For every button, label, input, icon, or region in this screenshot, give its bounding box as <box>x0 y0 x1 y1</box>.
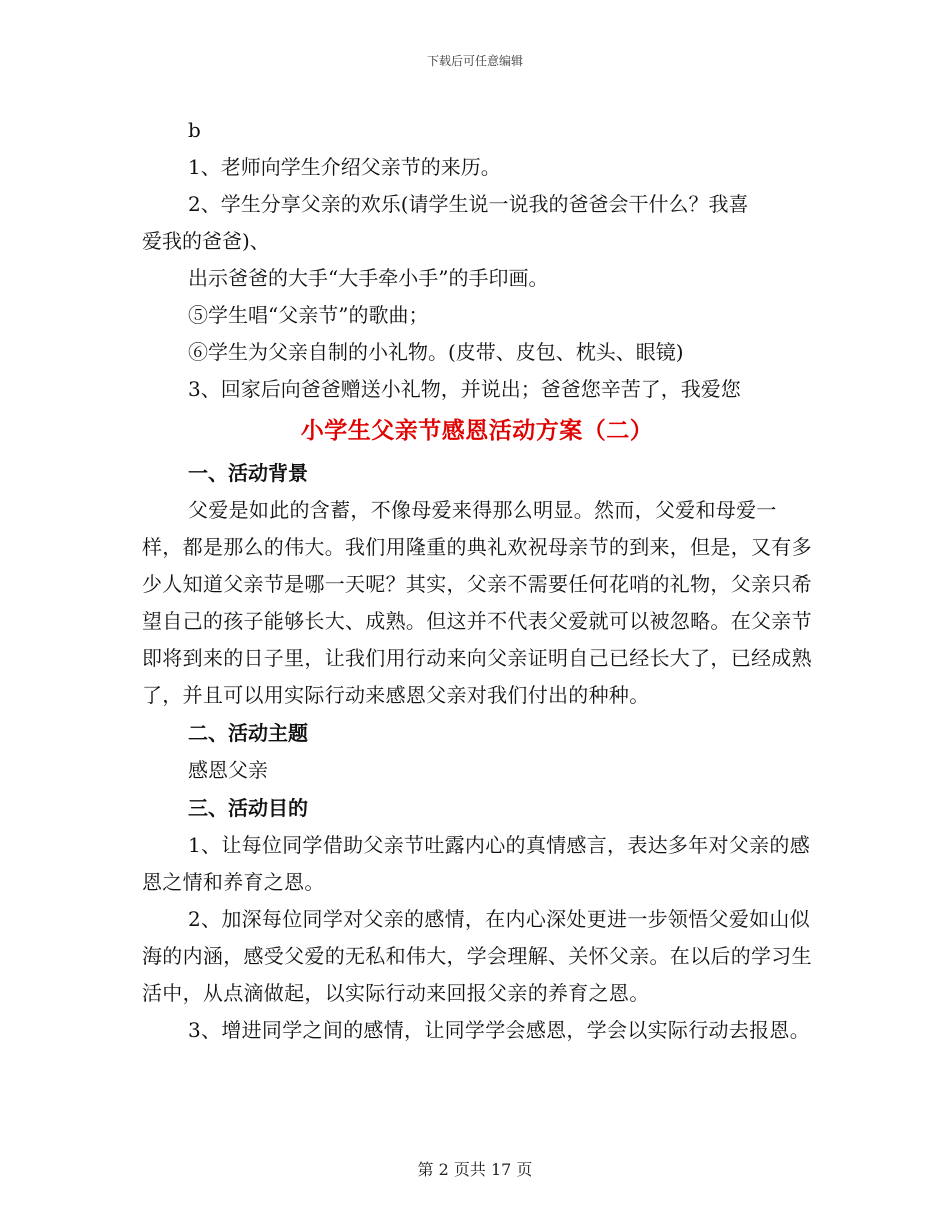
section-3-heading: 三、活动目的 <box>188 796 308 820</box>
intro-show-handprint: 出示爸爸的大手“大手牵小手”的手印画。 <box>188 266 549 290</box>
page-footer: 第 2 页共 17 页 <box>417 1160 533 1179</box>
document-title: 小学生父亲节感恩活动方案（二） <box>300 417 654 444</box>
section-1-heading: 一、活动背景 <box>188 461 308 485</box>
label-b: b <box>188 118 201 142</box>
section-3-item-3: 3、增进同学之间的感情，让同学学会感恩，学会以实际行动去报恩。 <box>188 1018 811 1042</box>
section-2-heading: 二、活动主题 <box>188 721 308 745</box>
section-1-body: 父爱是如此的含蓄，不像母爱来得那么明显。然而，父爱和母爱一样，都是那么的伟大。我们用隆重的典礼欢祝母亲节的到来，但是，又有多少人知道父亲节是哪一天呢？其实，父亲不需要任何花哨的礼物，父亲只希望自己的孩子能够长大、成熟。但这并不代表父爱就可以被忽略。在父亲节即将到来的日子里，让我们用行动来向父亲证明自己已经长大了，已经成熟了，并且可以用实际行动来感恩父亲对我们付出的种种。 <box>142 498 812 707</box>
intro-item-1: 1、老师向学生介绍父亲节的来历。 <box>188 155 501 179</box>
intro-item-2-line-1: 2、学生分享父亲的欢乐(请学生说一说我的爸爸会干什么？我喜 <box>188 192 749 216</box>
section-2-body: 感恩父亲 <box>188 758 268 782</box>
document-page <box>142 112 812 1049</box>
section-3-item-2: 2、加深每位同学对父亲的感情，在内心深处更进一步领悟父爱如山似海的内涵，感受父爱的无私和伟大，学会理解、关怀父亲。在以后的学习生活中，从点滴做起，以实际行动来回报父亲的养育之恩。 <box>142 907 812 1005</box>
section-3-item-1: 1、让每位同学借助父亲节吐露内心的真情感言，表达多年对父亲的感恩之情和养育之恩。 <box>142 833 811 894</box>
intro-sub-item-5: ⑤学生唱“父亲节”的歌曲； <box>188 303 429 327</box>
intro-sub-item-6: ⑥学生为父亲自制的小礼物。(皮带、皮包、枕头、眼镜) <box>188 340 684 364</box>
intro-item-3: 3、回家后向爸爸赠送小礼物，并说出；爸爸您辛苦了，我爱您 <box>188 377 741 401</box>
intro-item-2-line-2: 爱我的爸爸)、 <box>142 229 270 253</box>
header-note: 下载后可任意编辑 <box>426 54 523 68</box>
